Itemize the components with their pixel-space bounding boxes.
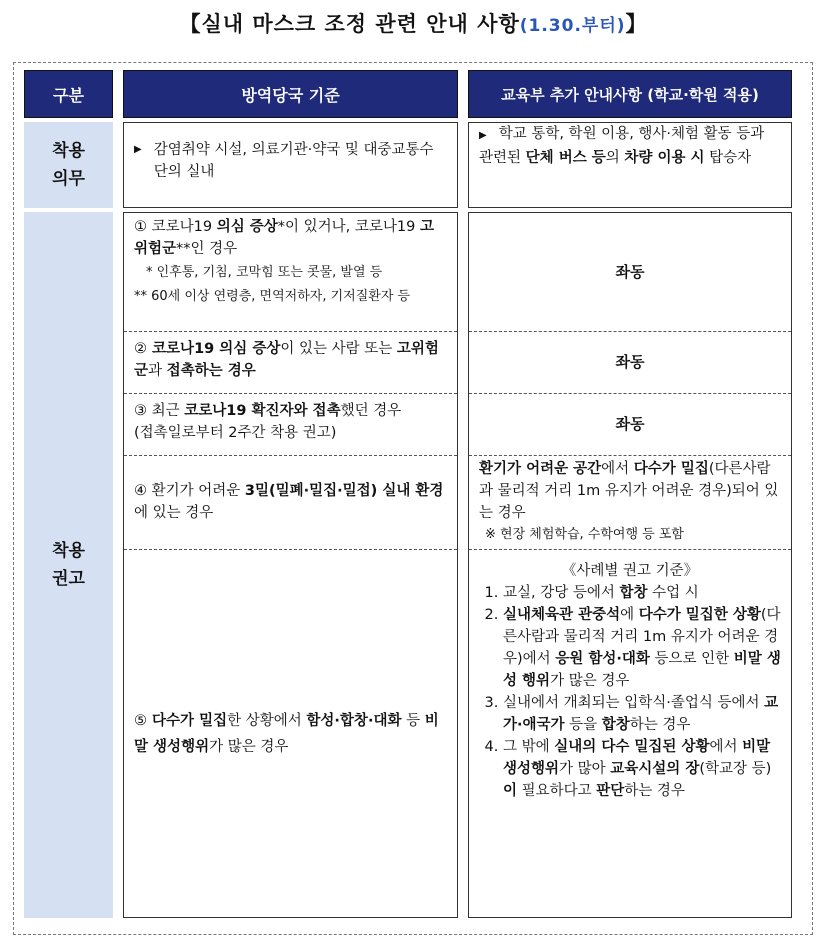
header-category: 구분 bbox=[24, 70, 113, 118]
rec3-education-same: 좌동 bbox=[469, 393, 791, 453]
side-recommended: 착용 권고 bbox=[24, 212, 113, 918]
rec3-quarantine: ③ 최근 코로나19 확진자와 접촉했던 경우 (접촉일로부터 2주간 착용 권고) bbox=[124, 393, 457, 453]
title-date: (1.30.부터) bbox=[519, 16, 626, 36]
list-item: 4. 그 밖에 실내의 다수 밀집된 상황에서 비말 생성행위가 많아 교육시설의 장(학교장 등)이 필요하다고 판단하는 경우 bbox=[503, 736, 781, 802]
rec1-quarantine: ① 코로나19 의심 증상*이 있거나, 코로나19 고위험군**인 경우 * 인후통, 기침, 코막힘 또는 콧물, 발열 등 ** 60세 이상 연령층, 면역저하자, 기저질환자 등 bbox=[124, 213, 457, 329]
rec5-quarantine: ⑤ 다수가 밀집한 상황에서 함성·합창·대화 등 비말 생성행위가 많은 경우 bbox=[124, 549, 457, 917]
mandatory-education-text: ▶ 학교 통학, 학원 이용, 행사·체험 활동 등과 관련된 단체 버스 등의 차량 이용 시 탑승자 bbox=[479, 126, 765, 166]
rec2-education-same: 좌동 bbox=[469, 331, 791, 391]
rec1-note2: ** 60세 이상 연령층, 면역저하자, 기저질환자 등 bbox=[134, 289, 411, 304]
header-quarantine: 방역당국 기준 bbox=[123, 70, 458, 118]
list-item: 1. 교실, 강당 등에서 합창 수업 시 bbox=[503, 582, 781, 604]
rec1-education-same: 좌동 bbox=[615, 262, 645, 281]
list-item: 3. 실내에서 개최되는 입학식·졸업식 등에서 교가·애국가 등을 합창하는 경우 bbox=[503, 692, 781, 736]
rec1-note1: * 인후통, 기침, 코막힘 또는 콧물, 발열 등 bbox=[146, 265, 383, 280]
rec2-quarantine: ② 코로나19 의심 증상이 있는 사람 또는 고위험군과 접촉하는 경우 bbox=[124, 331, 457, 391]
rec5-list bbox=[479, 582, 781, 802]
rec4-education: 환기가 어려운 공간에서 다수가 밀집(다른사람과 물리적 거리 1m 유지가 어려운 경우)되어 있는 경우 ※ 현장 체험학습, 수학여행 등 포함 bbox=[469, 455, 791, 547]
page-title: 【실내 마스크 조정 관련 안내 사항(1.30.부터)】 bbox=[179, 12, 648, 36]
side-mandatory: 착용 의무 bbox=[24, 122, 113, 208]
rec5-list-title: 《사례별 권고 기준》 bbox=[561, 563, 699, 579]
rec5-education bbox=[469, 549, 791, 917]
rec4-note: ※ 현장 체험학습, 수학여행 등 포함 bbox=[485, 527, 684, 542]
mandatory-quarantine-text: ▶ 감염취약 시설, 의료기관·약국 및 대중교통수단의 실내 bbox=[134, 142, 434, 180]
header-education: 교육부 추가 안내사항 (학교·학원 적용) bbox=[468, 70, 792, 118]
list-item: 2. 실내체육관 관중석에 다수가 밀집한 상황(다른사람과 물리적 거리 1m 유지가 어려운 경우)에서 응원 함성·대화 등으로 인한 비말 생성 행위가 많은 경우 bbox=[503, 604, 781, 692]
rec4-quarantine: ④ 환기가 어려운 3밀(밀폐·밀집·밀접) 실내 환경에 있는 경우 bbox=[124, 455, 457, 547]
